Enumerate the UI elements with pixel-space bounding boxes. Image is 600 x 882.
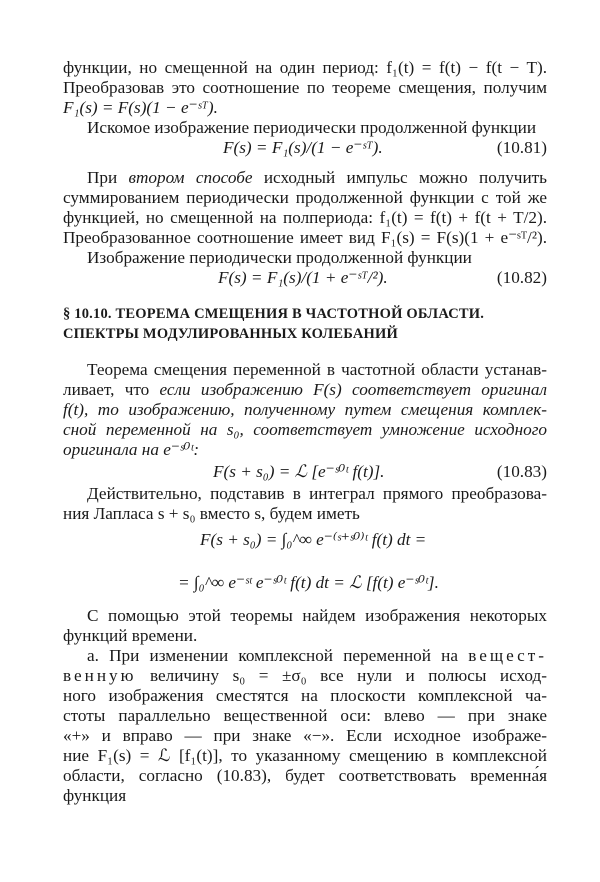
equation-10-82: F(s) = F₁(s)/(1 + e⁻ˢᵀ/²). <box>218 268 388 287</box>
text-line: Действительно, подставив в интеграл прямого преобразова- <box>87 484 547 503</box>
text-line: ния Лапласа s + s₀ вместо s, будем иметь <box>63 504 360 523</box>
text-line: Теорема смещения переменной в частотной области устанав- <box>87 360 547 379</box>
text-line: функцией, но смещенной на полпериода: f₁(t) = f(t) + f(t + T/2). <box>63 208 547 227</box>
section-heading-line-2: СПЕКТРЫ МОДУЛИРОВАННЫХ КОЛЕБАНИЙ <box>63 326 398 342</box>
text-span: ливает, что <box>63 380 160 399</box>
text-line: Изображение периодически продолженной функции <box>87 248 472 267</box>
text-line: функции, но смещенной на один период: f₁(t) = f(t) − f(t − T). <box>63 58 547 77</box>
text-span: исходный импульс можно получить <box>252 168 547 187</box>
emphasis: если изображению F(s) соответствует оригинал <box>159 380 547 399</box>
text-line: Преобразованное соотношение имеет вид F₁(s) = F(s)(1 + e⁻ˢᵀ/²). <box>63 228 547 247</box>
equation-number: (10.81) <box>496 138 547 157</box>
text-span: величину s₀ = ±σ₀ все нули и полюсы исход- <box>136 666 547 685</box>
text-line <box>63 646 547 666</box>
text-line: Преобразовав это соотношение по теореме смещения, получим <box>63 78 547 97</box>
text-span: При <box>87 168 129 187</box>
text-span: а. При изменении комплексной переменной на <box>87 646 469 665</box>
equation-integral-2: = ∫₀^∞ e⁻ˢᵗ e⁻ˢ⁰ᵗ f(t) dt = ℒ [f(t) e⁻ˢ⁰ᵗ]. <box>178 573 439 592</box>
spaced-text: венную <box>63 666 137 685</box>
text-line: F₁(s) = F(s)(1 − e⁻ˢᵀ). <box>63 98 218 117</box>
text-line: функций времени. <box>63 626 198 645</box>
emphasis: втором способе <box>128 168 253 187</box>
section-heading-line-1: § 10.10. ТЕОРЕМА СМЕЩЕНИЯ В ЧАСТОТНОЙ ОБЛАСТИ. <box>63 306 485 322</box>
text-line: стоты параллельно вещественной оси: влево — при знаке <box>63 706 547 725</box>
equation-10-83: F(s + s₀) = ℒ [e⁻ˢ⁰ᵗ f(t)]. <box>213 462 385 481</box>
text-line: С помощью этой теоремы найдем изображения некоторых <box>87 606 547 625</box>
text-line: ного изображения сместятся на плоскости комплексной ча- <box>63 686 547 705</box>
text-line: Искомое изображение периодически продолженной функции <box>87 118 537 137</box>
equation-number: (10.82) <box>496 268 547 287</box>
text-line: суммированием периодически продолженной функции с той же <box>63 188 547 207</box>
text-line: ние F₁(s) = ℒ [f₁(t)], то указанному смещению в комплексной <box>63 746 547 765</box>
text-line: оригинала на e⁻ˢ⁰ᵗ: <box>63 440 200 459</box>
spaced-text: вещест- <box>468 646 547 665</box>
text-line <box>63 666 547 686</box>
text-line: сной переменной на s₀, соответствует умножение исходного <box>63 420 547 439</box>
text-line: области, согласно (10.83), будет соответствовать временна́я <box>63 766 547 785</box>
text-line: f(t), то изображению, полученному путем смещения комплек- <box>63 400 547 419</box>
equation-number: (10.83) <box>496 462 547 481</box>
text-line: «+» и вправо — при знаке «−». Если исходное изображе- <box>63 726 547 745</box>
equation-integral-1: F(s + s₀) = ∫₀^∞ e⁻⁽ˢ⁺ˢ⁰⁾ᵗ f(t) dt = <box>200 530 427 549</box>
equation-10-81: F(s) = F₁(s)/(1 − e⁻ˢᵀ). <box>223 138 383 157</box>
text-line <box>63 168 547 188</box>
text-line: функция <box>63 786 127 805</box>
text-line <box>63 380 547 400</box>
